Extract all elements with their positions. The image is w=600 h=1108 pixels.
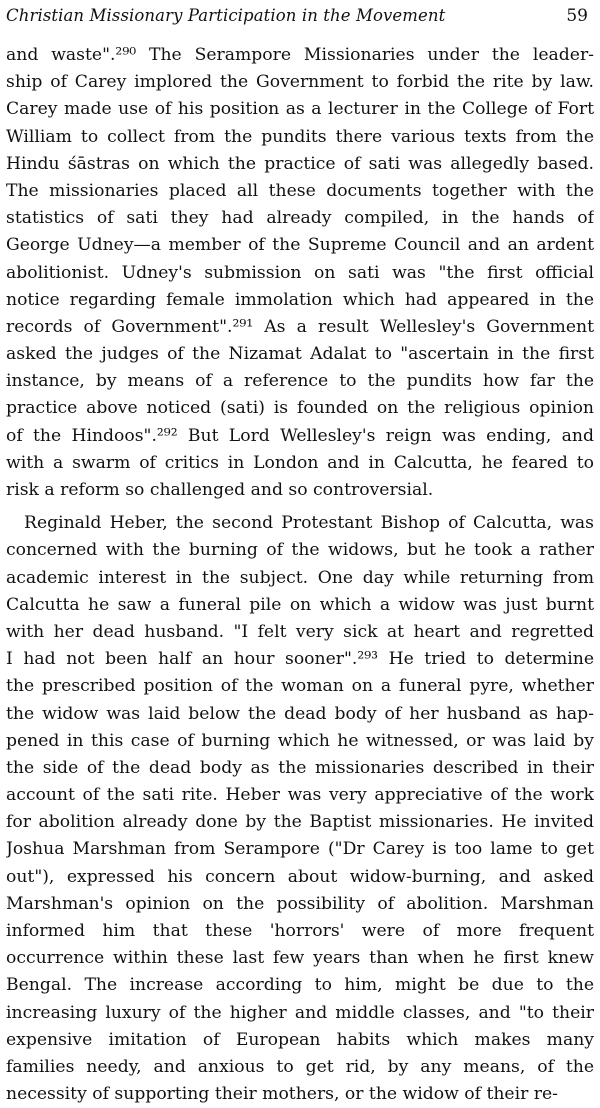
text-line: the widow was laid below the dead body of her husband as hap- [6, 703, 594, 724]
text-line: increasing luxury of the higher and middle classes, and "to their [6, 1002, 594, 1023]
text-line: Reginald Heber, the second Protestant Bishop of Calcutta, was [24, 513, 594, 534]
text-line: concerned with the burning of the widows, but he took a rather [6, 540, 594, 561]
text-line: ship of Carey implored the Government to forbid the rite by law. [6, 72, 594, 93]
text-line: necessity of supporting their mothers, or the widow of their re- [6, 1084, 558, 1105]
text-line: out"), expressed his concern about widow-burning, and asked [6, 866, 594, 887]
text-line: asked the judges of the Nizamat Adalat to "ascertain in the first [6, 344, 594, 365]
text-line: risk a reform so challenged and so controversial. [6, 480, 434, 500]
body-text [6, 42, 594, 1108]
text-line: Carey made use of his position as a lecturer in the College of Fort [6, 99, 594, 120]
text-line: occurrence within these last few years than when he first knew [6, 948, 594, 969]
text-line: informed him that these 'horrors' were of more frequent [6, 921, 594, 941]
page-number: 59 [566, 6, 588, 26]
text-line: with her dead husband. "I felt very sick at heart and regretted [6, 621, 594, 642]
paragraph [6, 510, 594, 1108]
text-line: William to collect from the pundits there various texts from the [6, 126, 594, 147]
text-line: notice regarding female immolation which had appeared in the [6, 289, 594, 310]
paragraph [6, 42, 594, 504]
text-line: records of Government".²⁹¹ As a result Wellesley's Government [6, 316, 594, 337]
text-line: instance, by means of a reference to the pundits how far the [6, 371, 594, 392]
text-line: statistics of sati they had already compiled, in the hands of [6, 208, 594, 229]
text-line: of the Hindoos".²⁹² But Lord Wellesley's reign was ending, and [6, 425, 594, 446]
running-head: Christian Missionary Participation in the Movement [6, 6, 446, 25]
text-line: The missionaries placed all these documents together with the [6, 180, 594, 201]
text-line: I had not been half an hour sooner".²⁹³ He tried to determine [6, 649, 594, 670]
text-line: for abolition already done by the Baptist missionaries. He invited [6, 812, 594, 833]
text-line: abolitionist. Udney's submission on sati was "the first official [6, 262, 594, 283]
text-line: the prescribed position of the woman on a funeral pyre, whether [6, 676, 594, 697]
text-line: account of the sati rite. Heber was very appreciative of the work [6, 785, 594, 806]
text-line: expensive imitation of European habits which makes many [6, 1029, 594, 1050]
text-line: with a swarm of critics in London and in Calcutta, he feared to [6, 452, 594, 473]
text-line: academic interest in the subject. One day while returning from [6, 567, 594, 588]
page-header [6, 4, 590, 30]
text-line: Hindu śāstras on which the practice of sati was allegedly based. [6, 153, 594, 174]
text-line: pened in this case of burning which he witnessed, or was laid by [6, 730, 594, 751]
text-line: Bengal. The increase according to him, might be due to the [6, 975, 594, 996]
text-line: practice above noticed (sati) is founded on the religious opinion [6, 398, 594, 419]
text-line: Marshman's opinion on the possibility of abolition. Marshman [6, 893, 594, 914]
text-line: the side of the dead body as the missionaries described in their [6, 757, 594, 778]
text-line: Joshua Marshman from Serampore ("Dr Carey is too lame to get [6, 839, 594, 860]
text-line: Calcutta he saw a funeral pile on which a widow was just burnt [6, 594, 594, 615]
text-line: families needy, and anxious to get rid, by any means, of the [6, 1056, 594, 1077]
text-line: George Udney—a member of the Supreme Council and an ardent [6, 235, 594, 256]
text-line: and waste".²⁹⁰ The Serampore Missionaries under the leader- [6, 45, 594, 65]
